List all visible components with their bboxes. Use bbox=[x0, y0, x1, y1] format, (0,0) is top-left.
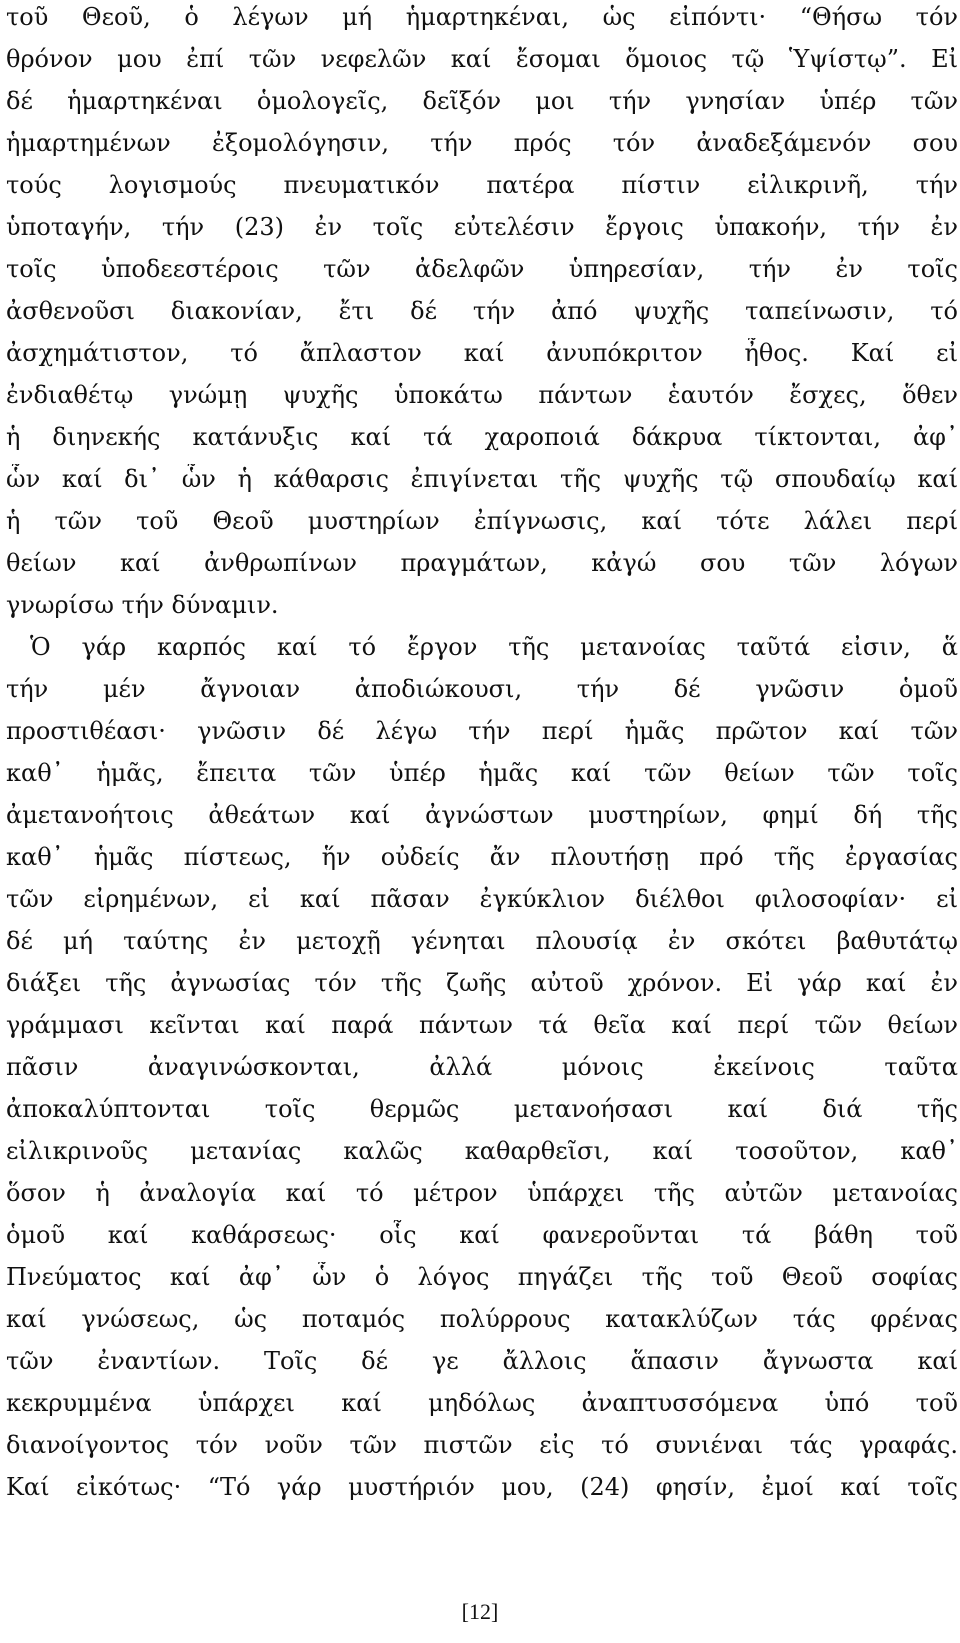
text-line: ἡμαρτημένων ἐξομολόγησιν, τήν πρός τόν ἀναδεξάμενόν σου bbox=[6, 129, 958, 157]
text-line: ἡ διηνεκής κατάνυξις καί τά χαροποιά δάκρυα τίκτονται, ἀφ᾽ bbox=[6, 423, 958, 451]
text-line: προστιθέασι· γνῶσιν δέ λέγω τήν περί ἡμᾶς πρῶτον καί τῶν bbox=[6, 717, 958, 745]
text-line: εἰλικρινοῦς μετανίας καλῶς καθαρθεῖσι, καί τοσοῦτον, καθ᾽ bbox=[6, 1137, 958, 1165]
text-line: γράμμασι κεῖνται καί παρά πάντων τά θεῖα καί περί τῶν θείων bbox=[6, 1011, 958, 1039]
text-line: δέ ἡμαρτηκέναι ὁμολογεῖς, δεῖξόν μοι τήν γνησίαν ὑπέρ τῶν bbox=[6, 87, 958, 115]
text-line: Καί εἰκότως· “Τό γάρ μυστήριόν μου, (24) φησίν, ἐμοί καί τοῖς bbox=[6, 1473, 958, 1501]
text-line: ὅσον ἡ ἀναλογία καί τό μέτρον ὑπάρχει τῆς αὐτῶν μετανοίας bbox=[6, 1179, 958, 1207]
text-line: ἀμετανοήτοις ἀθεάτων καί ἀγνώστων μυστηρίων, φημί δή τῆς bbox=[6, 801, 958, 829]
text-line: ἀποκαλύπτονται τοῖς θερμῶς μετανοήσασι καί διά τῆς bbox=[6, 1095, 958, 1123]
text-line: γνωρίσω τήν δύναμιν. bbox=[6, 591, 279, 619]
text-line: τήν μέν ἄγνοιαν ἀποδιώκουσι, τήν δέ γνῶσιν ὁμοῦ bbox=[6, 675, 958, 703]
text-line: θείων καί ἀνθρωπίνων πραγμάτων, κἀγώ σου τῶν λόγων bbox=[6, 549, 958, 577]
text-line: ἡ τῶν τοῦ Θεοῦ μυστηρίων ἐπίγνωσις, καί τότε λάλει περί bbox=[6, 507, 958, 535]
text-line: Πνεύματος καί ἀφ᾽ ὧν ὁ λόγος πηγάζει τῆς τοῦ Θεοῦ σοφίας bbox=[6, 1263, 958, 1291]
text-line: καί γνώσεως, ὡς ποταμός πολύρρους κατακλύζων τάς φρένας bbox=[6, 1305, 958, 1333]
text-line: ἀσθενοῦσι διακονίαν, ἔτι δέ τήν ἀπό ψυχῆς ταπείνωσιν, τό bbox=[6, 297, 958, 325]
text-line: καθ᾽ ἡμᾶς, ἔπειτα τῶν ὑπέρ ἡμᾶς καί τῶν θείων τῶν τοῖς bbox=[6, 759, 958, 787]
text-line: κεκρυμμένα ὑπάρχει καί μηδόλως ἀναπτυσσόμενα ὑπό τοῦ bbox=[6, 1389, 958, 1417]
text-line: ὁμοῦ καί καθάρσεως· οἷς καί φανεροῦνται τά βάθη τοῦ bbox=[6, 1221, 958, 1249]
text-line: δέ μή ταύτης ἐν μετοχῇ γένηται πλουσίᾳ ἐν σκότει βαθυτάτῳ bbox=[6, 927, 958, 955]
text-line: διάξει τῆς ἀγνωσίας τόν τῆς ζωῆς αὐτοῦ χρόνον. Εἰ γάρ καί ἐν bbox=[6, 969, 958, 997]
text-line: τοῖς ὑποδεεστέροις τῶν ἀδελφῶν ὑπηρεσίαν, τήν ἐν τοῖς bbox=[6, 255, 958, 283]
text-line: καθ᾽ ἡμᾶς πίστεως, ἥν οὐδείς ἄν πλουτήσῃ πρό τῆς ἐργασίας bbox=[6, 843, 958, 871]
text-line: ὑποταγήν, τήν (23) ἐν τοῖς εὐτελέσιν ἔργοις ὑπακοήν, τήν ἐν bbox=[6, 213, 958, 241]
text-line: τῶν ἐναντίων. Τοῖς δέ γε ἄλλοις ἅπασιν ἄγνωστα καί bbox=[6, 1347, 958, 1375]
text-line: τῶν εἰρημένων, εἰ καί πᾶσαν ἐγκύκλιον διέλθοι φιλοσοφίαν· εἰ bbox=[6, 885, 958, 913]
text-line: ὧν καί δι᾽ ὧν ἡ κάθαρσις ἐπιγίνεται τῆς ψυχῆς τῷ σπουδαίῳ καί bbox=[6, 465, 958, 493]
text-line: ἐνδιαθέτῳ γνώμῃ ψυχῆς ὑποκάτω πάντων ἑαυτόν ἔσχες, ὅθεν bbox=[6, 381, 958, 409]
text-line: Ὁ γάρ καρπός καί τό ἔργον τῆς μετανοίας ταῦτά εἰσιν, ἅ bbox=[30, 633, 958, 661]
text-line: θρόνον μου ἐπί τῶν νεφελῶν καί ἔσομαι ὅμοιος τῷ Ὑψίστῳ”. Εἰ bbox=[6, 45, 958, 73]
text-line: τούς λογισμούς πνευματικόν πατέρα πίστιν εἰλικρινῆ, τήν bbox=[6, 171, 958, 199]
text-line: πᾶσιν ἀναγινώσκονται, ἀλλά μόνοις ἐκείνοις ταῦτα bbox=[6, 1053, 958, 1081]
text-line: διανοίγοντος τόν νοῦν τῶν πιστῶν εἰς τό συνιέναι τάς γραφάς. bbox=[6, 1431, 958, 1459]
page-number: [12] bbox=[461, 1599, 499, 1624]
text-line: ἀσχημάτιστον, τό ἄπλαστον καί ἀνυπόκριτον ἦθος. Καί εἰ bbox=[6, 339, 958, 367]
text-line: τοῦ Θεοῦ, ὁ λέγων μή ἡμαρτηκέναι, ὡς εἰπόντι· “Θήσω τόν bbox=[6, 3, 958, 31]
